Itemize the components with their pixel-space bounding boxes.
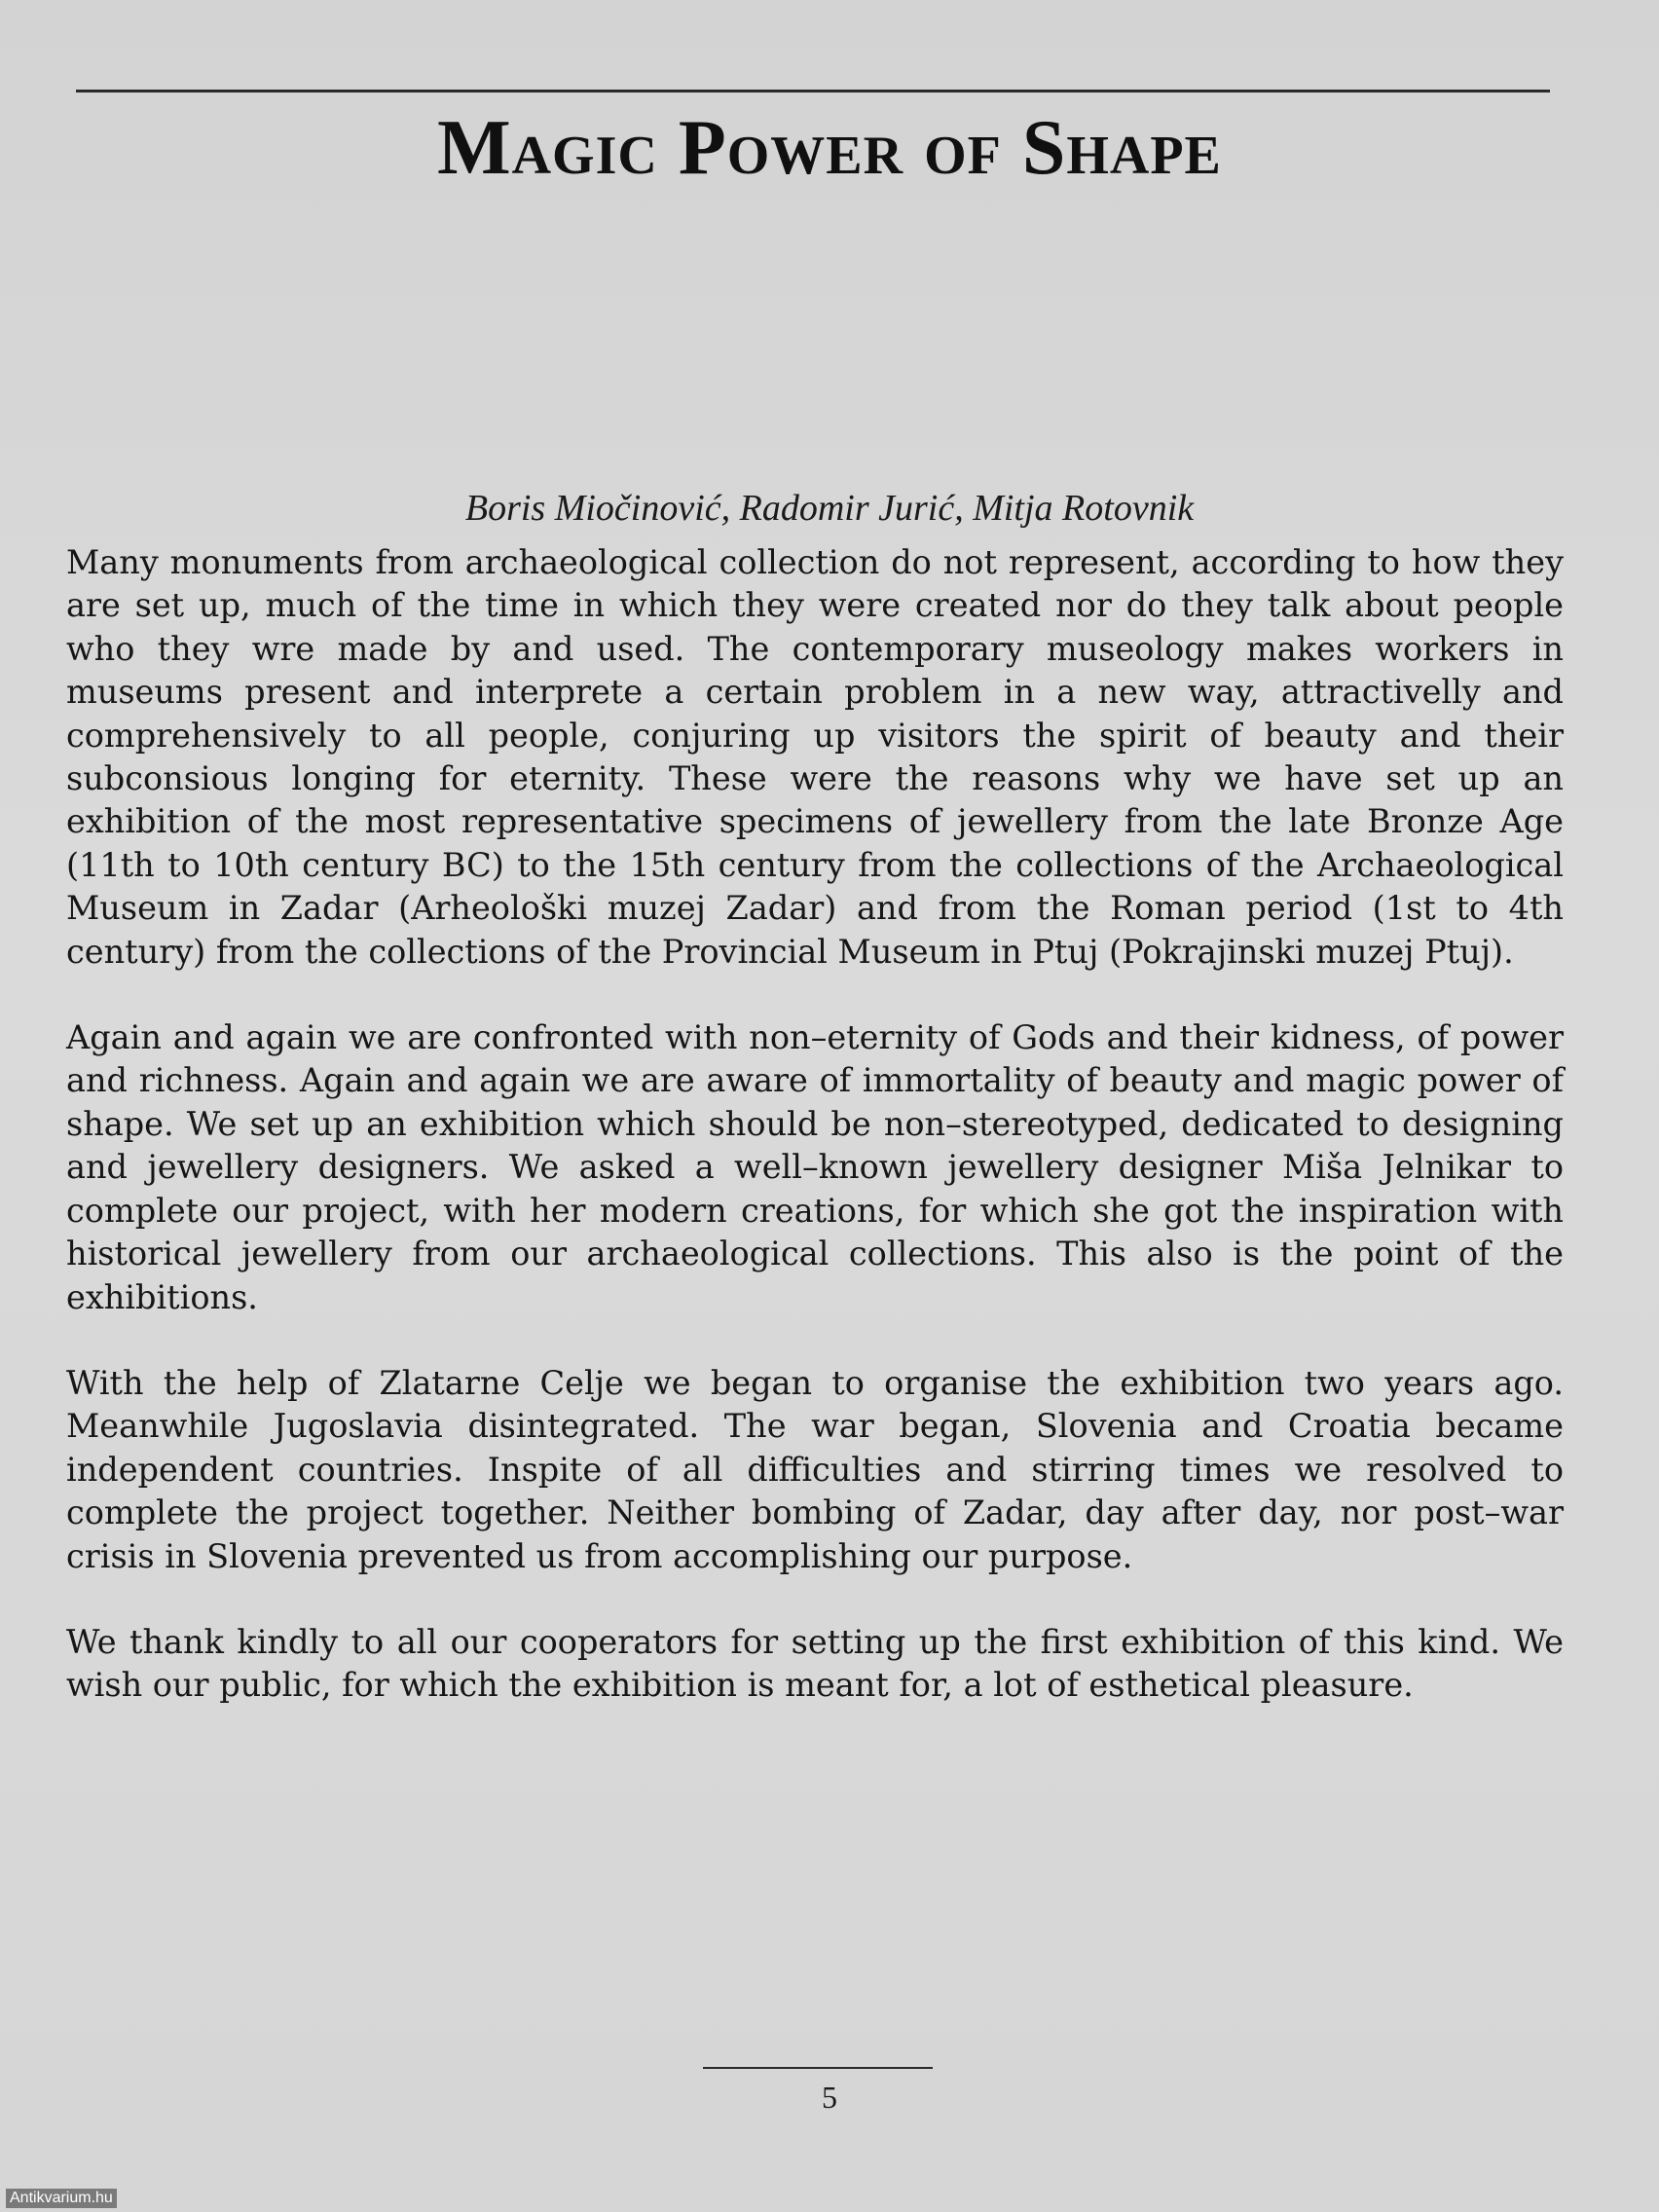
paragraph-1: Many monuments from archaeological collection do not represent, according to how they are set up, much of the time in which they were created nor do they talk about people who they wre made by and used. The contemporary museology makes workers in museums present and interprete a certain problem in a new way, attractivelly and comprehensively to all people, conjuring up visitors the spirit of beauty and their subconsious longing for eternity. These were the reasons why we have set up an exhibition of the most representative specimens of jewellery from the late Bronze Age (11th to 10th century BC) to the 15th century from the collections of the Archaeological Museum in Zadar (Arheološki muzej Zadar) and from the Roman period (1st to 4th century) from the collections of the Provincial Museum in Ptuj (Pokrajinski muzej Ptuj). — [66, 543, 1564, 971]
page-title: Magic Power of Shape — [437, 105, 1222, 191]
paragraph-2: Again and again we are confronted with non–eternity of Gods and their kidness, of power and richness. Again and again we are aware of immortality of beauty and magic power of shape. We set up an exhibition which should be non–stereotyped, dedicated to designing and jewellery designers. We asked a well–known jewellery designer Miša Jelnikar to complete our project, with her modern creations, for which she got the inspiration with historical jewellery from our archaeological collections. This also is the point of the exhibitions. — [66, 1018, 1564, 1316]
page-number: 5 — [822, 2080, 837, 2115]
top-rule — [76, 90, 1550, 92]
authors-line: Boris Miočinović, Radomir Jurić, Mitja Rotovnik — [464, 488, 1195, 529]
body-text — [66, 541, 1564, 1751]
watermark: Antikvarium.hu — [6, 2189, 117, 2208]
page-number-rule — [703, 2067, 933, 2069]
paragraph-4: We thank kindly to all our cooperators for setting up the first exhibition of this kind. We wish our public, for which the exhibition is meant for, a lot of esthetical pleasure. — [66, 1622, 1564, 1705]
paragraph-3: With the help of Zlatarne Celje we began to organise the exhibition two years ago. Meanwhile Jugoslavia disintegrated. The war began, Slovenia and Croatia became independent countries. Inspite of all difficulties and stirring times we resolved to complete the project together. Neither bombing of Zadar, day after day, nor post–war crisis in Slovenia prevented us from accomplishing our purpose. — [66, 1363, 1564, 1575]
